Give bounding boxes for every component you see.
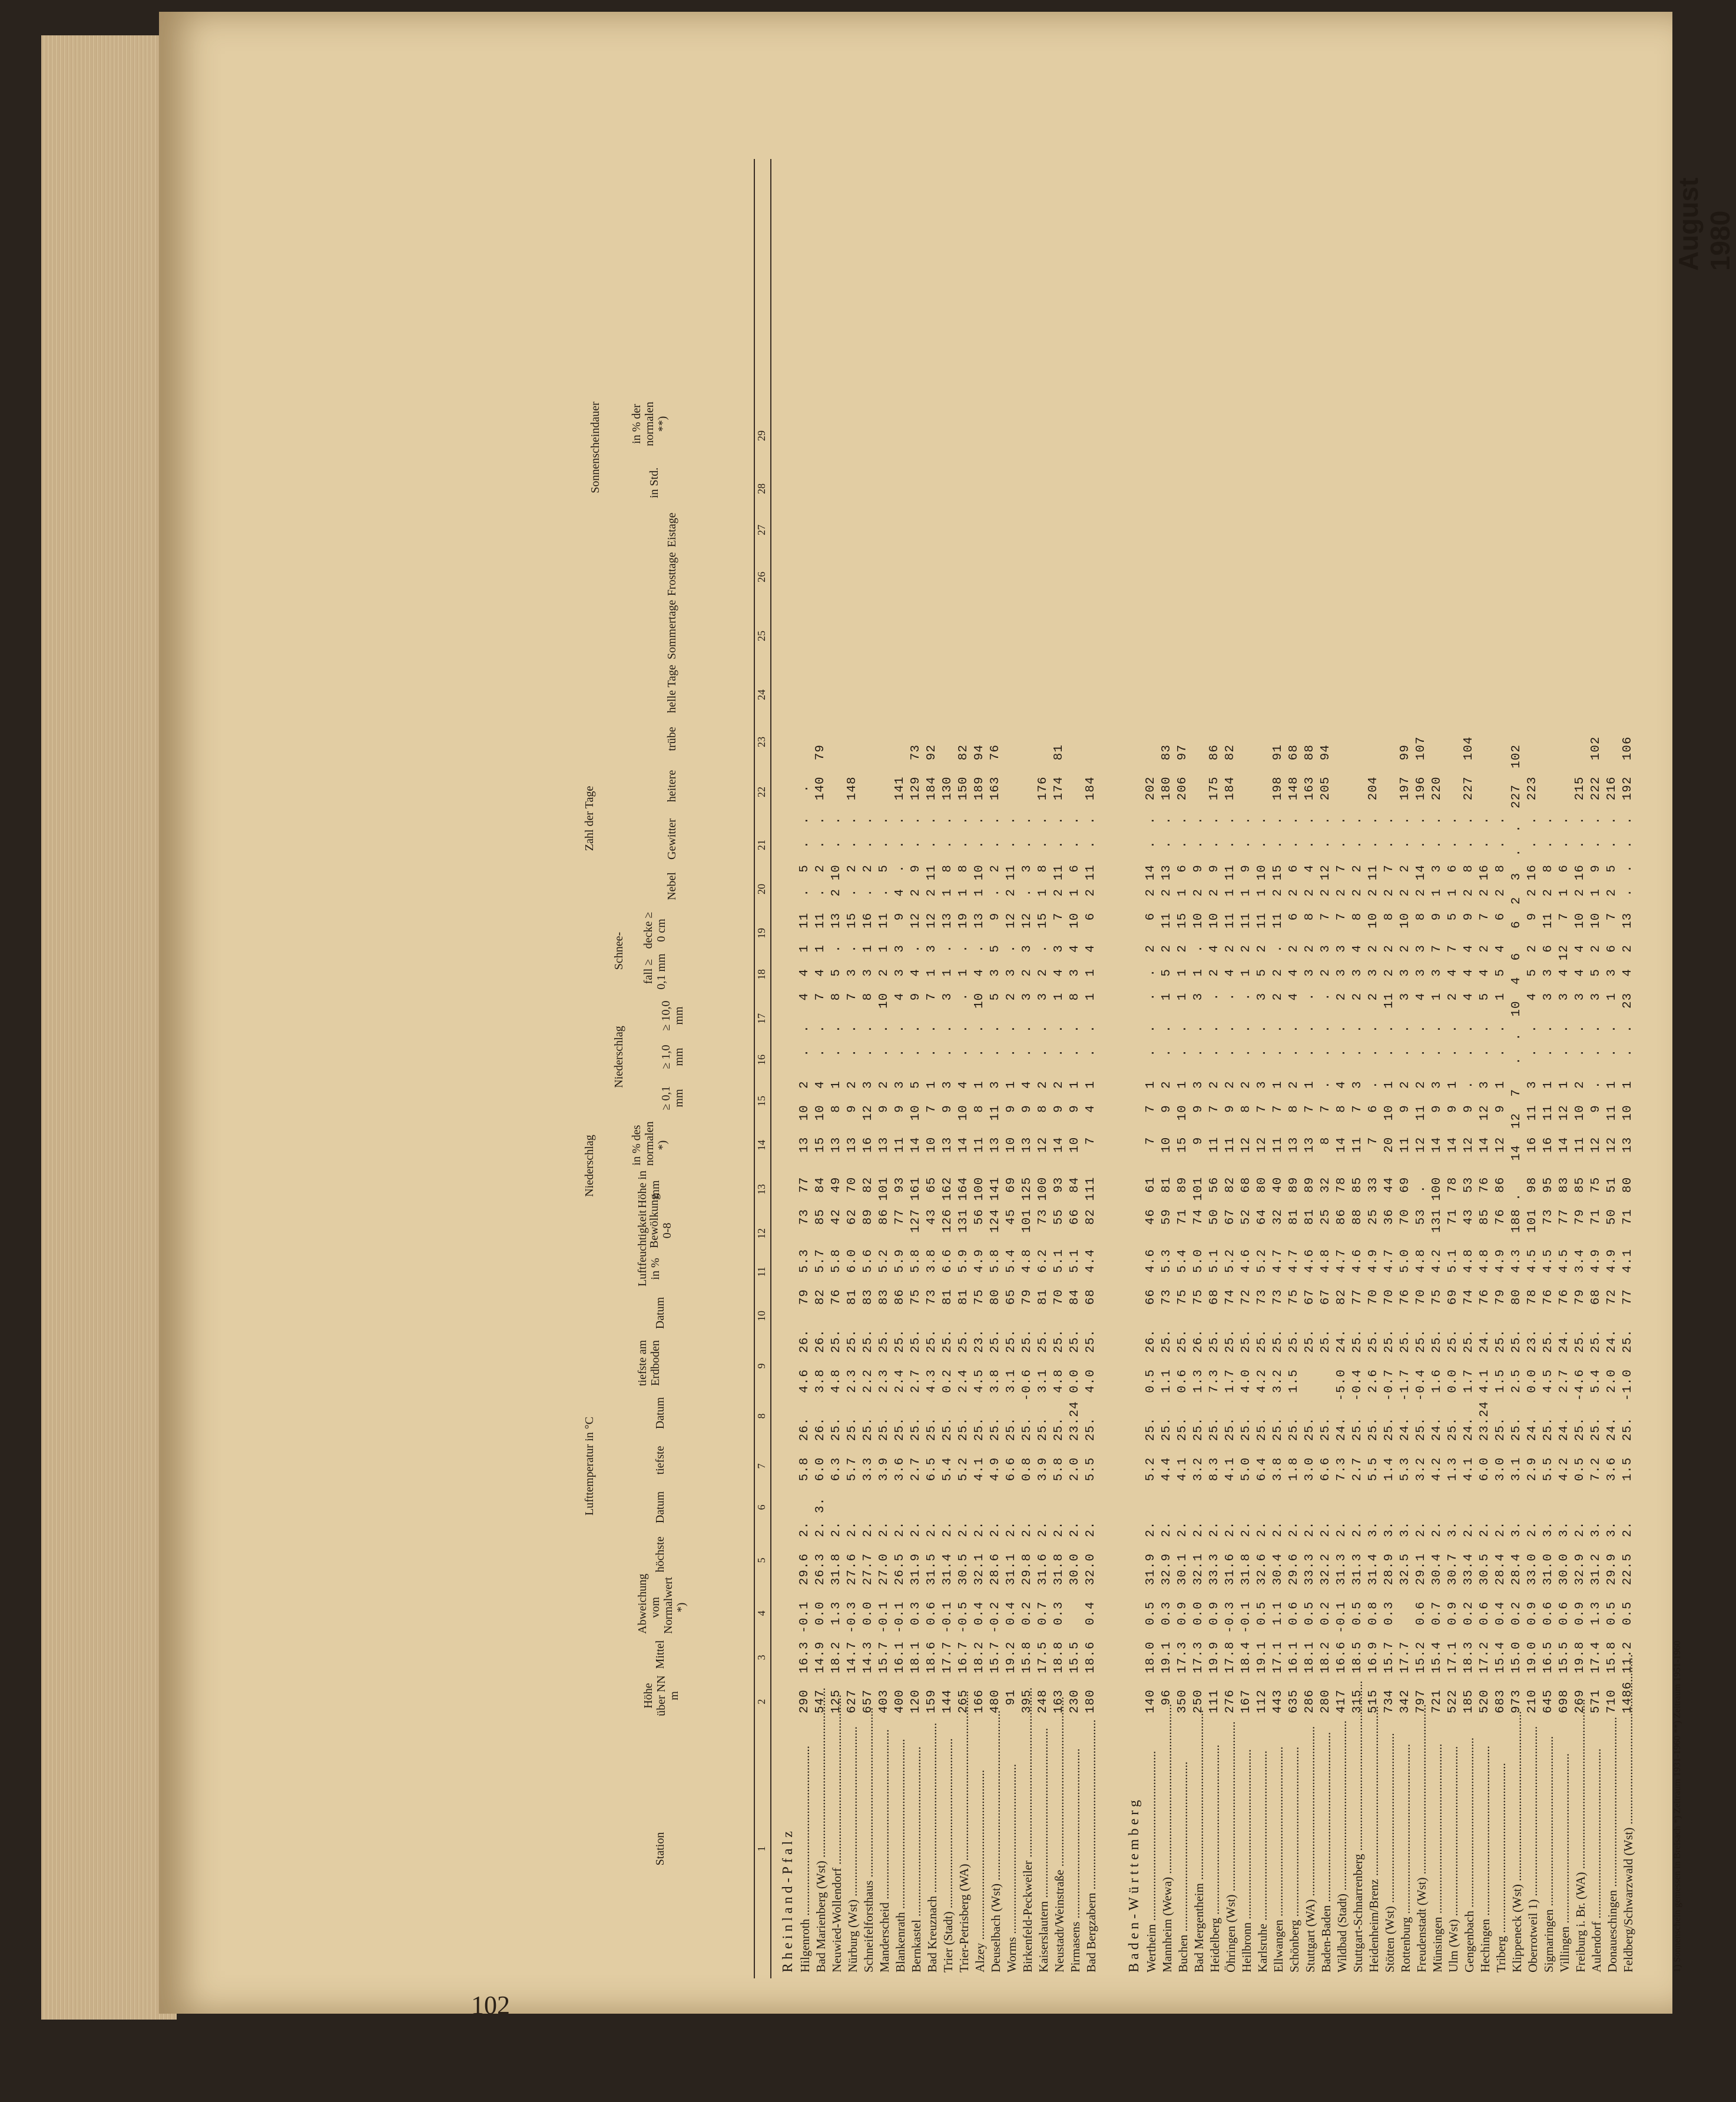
table-row bbox=[1021, 159, 1033, 1978]
book-page-edges bbox=[41, 35, 177, 2020]
table-row bbox=[1558, 159, 1570, 1978]
station-values: 163 18.8 0.3 31.8 2. 5.8 25. 4.8 25. 70 5.1 55 93 14 9 2 . . 1 4 3 7 2 11 . . 174 81 bbox=[1052, 744, 1066, 1713]
column-number: 4 bbox=[756, 1610, 767, 1616]
station-name: Stötten (Wst) ..... bbox=[1383, 1725, 1397, 1972]
header-mittel: Mittel bbox=[654, 1640, 667, 1669]
header-niederschlag: Niederschlag bbox=[583, 1135, 596, 1197]
station-name: Donaueschingen ..... bbox=[1605, 1725, 1620, 1972]
station-name: Pirmasens ..... bbox=[1068, 1725, 1083, 1972]
header-nebel: Nebel bbox=[665, 872, 678, 900]
station-name: Manderscheid ..... bbox=[877, 1725, 892, 1972]
station-values: 91 19.2 0.4 31.1 2. 6.6 25. 3.1 25. 65 5.4 45 69 10 9 1 . . 2 3 . 12 2 11 . . bbox=[1005, 816, 1018, 1713]
station-name: Trier-Petrisberg (WA) ..... bbox=[957, 1725, 972, 1972]
station-values: 350 17.3 0.9 30.1 2. 4.1 25. 0.6 25. 75 5.4 71 89 15 10 1 . . 1 1 2 15 1 6 . . 206 97 bbox=[1176, 744, 1190, 1713]
column-numbers bbox=[754, 159, 771, 1978]
table-row bbox=[1383, 159, 1395, 1978]
header-hoechste: höchste bbox=[654, 1536, 667, 1573]
station-values: 721 15.4 0.7 30.4 2. 4.2 24. 1.6 25. 75 4.2 131 100 14 9 3 . . 1 3 7 9 1 3 . . 220 bbox=[1430, 776, 1444, 1713]
table-row bbox=[814, 159, 826, 1978]
station-name: Ulm (Wst) ..... bbox=[1446, 1725, 1461, 1972]
station-values: 522 17.1 0.9 30.7 3. 1.3 25. 0.0 25. 69 5.1 71 78 14 9 1 . . 2 4 7 5 1 6 . . bbox=[1446, 816, 1460, 1713]
station-name: Feldberg/Schwarzwald (Wst) ..... bbox=[1621, 1725, 1636, 1972]
station-values: 230 15.5 30.0 2. 2.0 23.24 0.0 25. 84 5.1 66 84 10 9 1 . . 8 3 4 10 1 6 . . bbox=[1068, 816, 1082, 1713]
station-name: Blankenrath ..... bbox=[893, 1725, 908, 1972]
table-row bbox=[798, 159, 810, 1978]
station-values: 159 18.6 0.6 31.5 2. 6.5 25. 4.3 25. 73 3.8 43 65 10 7 1 . . 7 1 3 12 2 11 . . 184 92 bbox=[925, 744, 939, 1713]
station-values: 635 16.1 0.6 29.6 2. 1.8 25. 1.5 25. 75 4.7 81 89 13 8 2 . . 4 4 2 6 2 6 . . 148 68 bbox=[1287, 744, 1301, 1713]
station-values: 342 17.7 32.5 3. 5.3 24. -1.7 25. 76 5.0 70 69 11 9 2 . . 3 3 2 10 2 2 . . 197 99 bbox=[1399, 744, 1412, 1713]
header-gewitter: Gewitter bbox=[665, 818, 678, 860]
table-row bbox=[1224, 159, 1236, 1978]
column-number: 7 bbox=[756, 1463, 767, 1469]
table-row bbox=[1068, 159, 1081, 1978]
table-row bbox=[1303, 159, 1316, 1978]
table-row bbox=[877, 159, 890, 1978]
station-values: 480 15.7 -0.2 28.6 2. 4.9 25. 3.8 25. 80 5.8 124 141 13 11 3 . . 5 3 5 9 . 2 . . 163 76 bbox=[989, 744, 1002, 1713]
table-row bbox=[1621, 159, 1634, 1978]
header-lufttemperatur: Lufttemperatur in °C bbox=[583, 1417, 596, 1516]
station-values: 250 17.3 0.0 32.1 2. 3.2 25. 1.3 26. 75 5.0 74 101 9 9 3 . . 3 1 . 10 2 9 . . bbox=[1192, 816, 1205, 1713]
header-sonne-std: in Std. bbox=[648, 467, 661, 499]
table-row bbox=[1399, 159, 1411, 1978]
table-row bbox=[1240, 159, 1252, 1978]
table-row bbox=[1176, 159, 1188, 1978]
table-row bbox=[1160, 159, 1172, 1978]
table-row bbox=[1271, 159, 1284, 1978]
page-number: 102 bbox=[471, 1991, 510, 2020]
station-name: Hilgenroth ..... bbox=[798, 1725, 813, 1972]
table-row bbox=[925, 159, 937, 1978]
month-title: August 1980 bbox=[1673, 177, 1735, 271]
header-schneefall: fall ≥ 0,1 mm bbox=[642, 953, 668, 990]
column-number: 24 bbox=[756, 689, 767, 700]
station-name: Heilbronn ..... bbox=[1240, 1725, 1254, 1972]
station-values: 403 15.7 -0.1 27.0 2. 3.9 25. 2.3 25. 83 5.2 86 101 13 9 2 . . 10 2 1 11 . 5 . . bbox=[877, 816, 891, 1713]
column-number: 29 bbox=[756, 430, 767, 441]
header-abweichung: Abweichung vom Normalwert *) bbox=[636, 1573, 688, 1634]
station-values: 710 15.8 0.5 29.9 3. 3.6 24. 2.0 24. 72 4.9 50 51 12 11 1 . . 1 3 6 7 2 5 . . 216 bbox=[1605, 776, 1619, 1713]
climate-table bbox=[577, 159, 1690, 1978]
header-luftfeuchtigkeit: Luftfeuchtigkeit in % bbox=[636, 1210, 662, 1287]
table-row bbox=[1573, 159, 1586, 1978]
station-name: Ellwangen ..... bbox=[1271, 1725, 1286, 1972]
station-name: Triberg ..... bbox=[1494, 1725, 1509, 1972]
table-row bbox=[846, 159, 858, 1978]
table-row bbox=[1335, 159, 1347, 1978]
station-name: Aulendorf ..... bbox=[1589, 1725, 1604, 1972]
station-values: 120 18.1 0.3 31.9 2. 2.7 25. 2.7 25. 75 5.8 127 161 14 10 5 . . 9 4 . 12 2 9 . . 129 73 bbox=[909, 744, 923, 1713]
station-name: Mannheim (Wewa) ..... bbox=[1160, 1725, 1175, 1972]
station-values: 395 15.8 0.2 29.8 2. 0.8 25. -0.6 25. 79 4.8 101 125 13 9 4 . . 3 2 3 12 . 3 . . bbox=[1021, 816, 1034, 1713]
station-values: 112 19.1 0.5 32.6 2. 6.4 25. 4.2 25. 73 5.2 64 80 12 7 3 . . 3 5 2 11 1 10 . . bbox=[1255, 816, 1269, 1713]
station-values: 111 19.9 0.9 33.3 2. 8.3 25. 7.3 25. 68 5.1 50 56 11 7 2 . . . 2 4 10 2 9 . . 175 86 bbox=[1208, 744, 1221, 1713]
table-row bbox=[1287, 159, 1300, 1978]
station-values: 657 14.3 0.0 27.7 2. 3.3 25. 2.2 25. 83 5.6 89 82 16 12 3 . . 8 3 1 16 . 2 . . bbox=[862, 816, 875, 1713]
station-values: 443 17.1 1.1 30.4 2. 3.8 25. 3.2 25. 73 4.7 32 40 11 7 1 . . 2 2 . 11 2 15 . . 198 91 bbox=[1271, 744, 1285, 1713]
station-name: Oberrotweil 1) ..... bbox=[1526, 1725, 1540, 1972]
station-values: 125 18.2 1.3 31.8 2. 6.3 25. 4.8 25. 76 5.8 42 49 13 8 1 . . 8 5 . 13 2 10 . . bbox=[830, 816, 843, 1713]
column-number: 26 bbox=[756, 572, 767, 582]
station-values: 515 16.9 0.8 31.4 3. 5.5 25. 2.6 25. 70 4.9 25 33 7 6 . . . 2 3 2 10 2 11 . . 204 bbox=[1367, 776, 1380, 1713]
header-sonne-prozent: in % der normalen **) bbox=[630, 402, 669, 446]
station-name: Bad Marienberg (Wst) ..... bbox=[814, 1725, 829, 1972]
station-name: Münsingen ..... bbox=[1430, 1725, 1445, 1972]
header-schneedecke: decke ≥ 0 cm bbox=[642, 911, 668, 949]
table-row bbox=[1589, 159, 1602, 1978]
region-heading: Baden-Württemberg bbox=[1127, 1796, 1142, 1972]
header-hoehe: Höhe über NN m bbox=[642, 1675, 681, 1716]
table-row bbox=[1510, 159, 1522, 1978]
table-row bbox=[1144, 159, 1157, 1978]
column-number: 16 bbox=[756, 1055, 767, 1065]
station-name: Neustadt/Weinstraße ..... bbox=[1052, 1725, 1067, 1972]
station-name: Gengenbach ..... bbox=[1462, 1725, 1477, 1972]
table-row bbox=[1430, 159, 1443, 1978]
header-heitere: heitere bbox=[665, 770, 678, 803]
station-name: Bad Bergzabern ..... bbox=[1084, 1725, 1099, 1972]
column-number: 15 bbox=[756, 1096, 767, 1106]
column-number: 13 bbox=[756, 1184, 767, 1195]
station-values: 280 18.2 0.2 32.2 2. 6.6 25. 25. 67 4.8 25 32 8 7 . . . . 2 3 7 2 12 . . 205 94 bbox=[1319, 744, 1333, 1713]
station-name: Heidenheim/Brenz ..... bbox=[1367, 1725, 1381, 1972]
station-values: 290 16.3 -0.1 29.6 2. 5.8 26. 4.6 26. 79 5.3 73 77 13 10 2 . . 4 4 1 11 . 5 . . . bbox=[798, 784, 811, 1713]
station-values: 276 17.8 -0.3 31.6 2. 4.1 25. 1.7 25. 74 5.2 67 82 11 9 2 . . . 4 2 11 1 11 . . 184 82 bbox=[1224, 744, 1237, 1713]
column-number: 27 bbox=[756, 525, 767, 535]
station-name: Villingen ..... bbox=[1558, 1725, 1572, 1972]
column-number: 2 bbox=[756, 1699, 767, 1705]
station-values: 627 14.7 -0.3 27.6 2. 5.7 25. 2.3 25. 81 6.0 62 70 13 9 2 . . 7 3 . 15 . 2 . . 148 bbox=[846, 776, 859, 1713]
station-name: Karlsruhe ..... bbox=[1255, 1725, 1270, 1972]
station-values: 166 18.2 0.4 32.1 2. 4.1 25. 4.5 23. 75 4.9 56 100 11 8 1 . . 10 4 . 13 1 10 . . 189 94 bbox=[973, 744, 986, 1713]
header-frosttage: Frosttage bbox=[665, 552, 678, 596]
table-row bbox=[1208, 159, 1220, 1978]
column-number: 18 bbox=[756, 969, 767, 980]
station-name: Wildbad (Stadt) ..... bbox=[1335, 1725, 1350, 1972]
table-row bbox=[1494, 159, 1506, 1978]
header-datum-1: Datum bbox=[654, 1491, 667, 1524]
header-ns01: ≥ 0,1 mm bbox=[660, 1086, 685, 1110]
table-row bbox=[1414, 159, 1427, 1978]
station-name: Freiburg i. Br. (WA) ..... bbox=[1573, 1725, 1588, 1972]
table-row bbox=[1084, 159, 1096, 1978]
station-name: Heidelberg ..... bbox=[1208, 1725, 1223, 1972]
station-name: Schneifelforsthaus ..... bbox=[862, 1725, 876, 1972]
column-number: 5 bbox=[756, 1557, 767, 1563]
table-row bbox=[989, 159, 1001, 1978]
station-name: Klippeneck (Wst) ..... bbox=[1510, 1725, 1525, 1972]
table-row bbox=[1319, 159, 1331, 1978]
header-datum-3: Datum bbox=[654, 1297, 667, 1330]
station-name: Trier (Stadt) ..... bbox=[941, 1725, 956, 1972]
station-values: 269 19.8 0.9 32.9 2. 0.5 25. -4.6 25. 79 3.4 79 85 11 10 2 . . 3 4 4 10 2 16 . . 215 bbox=[1573, 776, 1587, 1713]
station-name: Bad Kreuznach ..... bbox=[925, 1725, 940, 1972]
station-name: Schönberg ..... bbox=[1287, 1725, 1302, 1972]
station-name: Stuttgart-Schnarrenberg ..... bbox=[1351, 1725, 1366, 1972]
column-number: 6 bbox=[756, 1504, 767, 1510]
station-values: 797 15.2 0.6 29.1 2. 3.2 25. -0.4 25. 70 4.8 53 . 12 11 2 . . 4 3 3 8 2 14 . . 196 107 bbox=[1414, 736, 1428, 1713]
header-truebe: trübe bbox=[665, 727, 678, 751]
header-sommertage: Sommertage bbox=[665, 599, 678, 659]
station-values: 698 15.5 0.6 30.0 3. 4.2 24. 2.7 24. 76 4.5 77 83 14 12 1 . . 3 4 12 7 1 6 . . bbox=[1558, 816, 1571, 1713]
station-values: 973 15.0 0.2 28.4 3. 3.1 25. 2.5 25. 80 4.3 188 . 14 12 7 . . 10 4 6 6 2 3 . . 227 102 bbox=[1510, 744, 1523, 1713]
table-row bbox=[1255, 159, 1268, 1978]
station-name: Sigmaringen ..... bbox=[1542, 1725, 1556, 1972]
footnote: 1) Sonnenschein gemessen in Breisach *) Zeitraum 1931-1960 **) Zeitraum 1951-1960 bbox=[1672, 1640, 1682, 1972]
station-name: Buchen ..... bbox=[1176, 1725, 1191, 1972]
column-number: 10 bbox=[756, 1311, 767, 1321]
table-row bbox=[1542, 159, 1554, 1978]
column-number: 9 bbox=[756, 1363, 767, 1369]
region-heading: Rheinland-Pfalz bbox=[780, 1828, 796, 1972]
header-tiefste-erdboden: tiefste am Erdboden bbox=[636, 1340, 662, 1387]
station-name: Birkenfeld-Peckweiler ..... bbox=[1021, 1725, 1035, 1972]
header-ns10: ≥ 10,0 mm bbox=[660, 1000, 685, 1031]
column-number: 17 bbox=[756, 1013, 767, 1024]
station-name: Stuttgart (WA) ..... bbox=[1303, 1725, 1318, 1972]
table-row bbox=[1351, 159, 1363, 1978]
header-bewoelkung: Bewölkung 0-8 bbox=[648, 1193, 674, 1248]
station-values: 571 17.4 1.3 31.2 3. 7.2 25. 5.4 25. 68 4.9 71 75 12 9 . . . 3 5 2 10 1 9 . . 222 102 bbox=[1589, 736, 1603, 1713]
station-values: 520 17.2 0.6 30.5 2. 6.0 23.24 4.1 24. 76 4.8 85 76 14 12 3 . . 5 4 2 7 2 16 . . bbox=[1478, 816, 1492, 1713]
header-station: Station bbox=[654, 1832, 667, 1866]
column-number: 20 bbox=[756, 884, 767, 894]
column-number: 14 bbox=[756, 1140, 767, 1151]
table-row bbox=[1605, 159, 1618, 1978]
station-name: Worms ..... bbox=[1005, 1725, 1019, 1972]
table-row bbox=[1052, 159, 1065, 1978]
column-number: 3 bbox=[756, 1655, 767, 1660]
station-values: 96 19.1 0.3 32.9 2. 4.4 25. 1.1 25. 73 5.3 59 81 10 9 2 . . 1 5 2 11 2 13 . . 180 83 bbox=[1160, 744, 1174, 1713]
column-number: 1 bbox=[756, 1846, 767, 1852]
station-name: Alzey ..... bbox=[973, 1725, 988, 1972]
station-values: 265 16.7 -0.5 30.5 2. 5.2 25. 2.4 25. 81 5.9 131 164 14 10 4 . . . 1 . 19 1 8 . . 150 82 bbox=[957, 744, 970, 1713]
station-values: 167 18.4 -0.1 31.8 2. 5.0 25. 4.0 25. 72 4.6 52 68 12 8 2 . . . 1 2 11 1 9 . . bbox=[1240, 816, 1253, 1713]
station-name: Kaiserslautern ..... bbox=[1036, 1725, 1051, 1972]
station-values: 683 15.4 0.4 28.4 2. 3.0 25. 1.5 25. 79 4.9 76 86 12 9 1 . . 1 5 4 6 2 8 . . bbox=[1494, 816, 1508, 1713]
station-values: 417 16.6 -0.1 31.3 2. 7.3 24. -5.0 24. 82 4.7 86 78 14 8 4 . . 2 3 3 7 2 7 . . bbox=[1335, 816, 1349, 1713]
station-values: 140 18.0 0.5 31.9 2. 5.2 25. 0.5 26. 66 4.6 46 61 7 7 1 . . . . 2 6 2 14 . . 202 bbox=[1144, 776, 1158, 1713]
header-ns-tage: Niederschlag bbox=[612, 1026, 625, 1088]
station-values: 185 18.3 0.2 33.4 2. 4.1 24. 1.7 25. 74 4.8 43 53 12 9 . . . 4 4 4 9 2 8 . . 227 104 bbox=[1462, 736, 1476, 1713]
station-name: Neuwied-Wollendorf ..... bbox=[830, 1725, 844, 1972]
table-row bbox=[909, 159, 922, 1978]
table-row bbox=[830, 159, 842, 1978]
header-ns-hoehe: Höhe in mm bbox=[636, 1171, 662, 1208]
station-values: 286 18.1 0.5 33.3 2. 3.0 25. 25. 67 4.6 81 89 13 7 1 . . . 3 2 8 2 4 . . 163 88 bbox=[1303, 744, 1317, 1713]
column-number: 25 bbox=[756, 631, 767, 641]
station-values: 210 19.0 0.9 33.0 2. 2.9 24. 0.0 23. 78 4.5 101 98 16 11 3 . . 4 5 2 9 2 16 . . 223 bbox=[1526, 776, 1539, 1713]
column-number: 19 bbox=[756, 928, 767, 939]
table-row bbox=[1446, 159, 1459, 1978]
column-number: 11 bbox=[756, 1266, 767, 1277]
column-number: 22 bbox=[756, 787, 767, 797]
header-ns1: ≥ 1,0 mm bbox=[660, 1045, 685, 1069]
header-sonnenschein: Sonnenscheindauer bbox=[589, 402, 602, 493]
table-row bbox=[973, 159, 985, 1978]
table-row bbox=[1478, 159, 1490, 1978]
station-values: 400 16.1 -0.1 26.5 2. 3.6 25. 2.4 25. 86 5.9 77 93 11 9 3 . . 4 3 3 9 4 . . . 141 bbox=[893, 776, 907, 1713]
table-row bbox=[893, 159, 906, 1978]
column-number: 12 bbox=[756, 1228, 767, 1239]
table-header bbox=[577, 159, 755, 1978]
table-row bbox=[1526, 159, 1538, 1978]
station-name: Freudenstadt (Wst) ..... bbox=[1414, 1725, 1429, 1972]
station-name: Öhringen (Wst) ..... bbox=[1224, 1725, 1238, 1972]
header-schnee: Schnee- bbox=[612, 931, 625, 970]
station-values: 1486 11.2 0.5 22.5 2. 1.5 25. -1.0 25. 77 4.1 71 80 13 10 1 . . 23 4 2 13 . . . . 192 106 bbox=[1621, 736, 1635, 1713]
column-number: 28 bbox=[756, 483, 767, 494]
table-row bbox=[941, 159, 953, 1978]
header-datum-2: Datum bbox=[654, 1397, 667, 1430]
column-number: 21 bbox=[756, 840, 767, 850]
station-name: Baden-Baden ..... bbox=[1319, 1725, 1334, 1972]
header-tiefste: tiefste bbox=[654, 1445, 667, 1475]
station-values: 180 18.6 0.4 32.0 2. 5.5 25. 4.0 25. 68 4.4 82 111 7 4 1 . . 1 1 4 6 2 11 . . 184 bbox=[1084, 776, 1098, 1713]
column-number: 23 bbox=[756, 737, 767, 747]
table-row bbox=[1367, 159, 1379, 1978]
table-row bbox=[1036, 159, 1049, 1978]
station-name: Nürburg (Wst) ..... bbox=[846, 1725, 860, 1972]
header-zahl-der-tage: Zahl der Tage bbox=[583, 785, 596, 851]
station-name: Hechingen ..... bbox=[1478, 1725, 1493, 1972]
station-name: Bernkastel ..... bbox=[909, 1725, 924, 1972]
station-values: 734 15.7 0.3 28.9 3. 1.4 25. -0.7 25. 70 4.7 36 44 20 10 1 . . 11 2 2 8 2 7 . . bbox=[1383, 816, 1396, 1713]
header-eistage: Eistage bbox=[665, 512, 678, 548]
table-row bbox=[957, 159, 969, 1978]
station-values: 645 16.5 0.6 31.0 3. 5.5 25. 4.5 25. 76 4.5 73 95 16 11 1 . . 3 3 6 11 2 8 . . bbox=[1542, 816, 1555, 1713]
station-name: Deuselbach (Wst) ..... bbox=[989, 1725, 1003, 1972]
station-name: Bad Mergentheim ..... bbox=[1192, 1725, 1207, 1972]
station-values: 547 14.9 0.0 26.3 2. 3. 6.0 26. 3.8 26. 82 5.7 85 84 15 10 4 . . 7 4 1 11 . 2 . . 140 79 bbox=[814, 744, 827, 1713]
table-row bbox=[1192, 159, 1204, 1978]
station-values: 144 17.7 -0.1 31.4 2. 5.4 25. 0.2 25. 81 6.6 126 162 13 9 3 . . 3 1 . 13 1 8 . . 130 bbox=[941, 776, 955, 1713]
table-row bbox=[1462, 159, 1475, 1978]
header-helle: helle Tage bbox=[665, 664, 678, 714]
station-name: Rottenburg ..... bbox=[1399, 1725, 1413, 1972]
station-name: Wertheim ..... bbox=[1144, 1725, 1159, 1972]
station-values: 315 18.5 0.5 31.3 2. 2.7 25. -0.4 25. 77 4.6 88 85 11 7 3 . . 2 3 4 8 2 2 . . bbox=[1351, 816, 1364, 1713]
table-row bbox=[1005, 159, 1017, 1978]
station-values: 248 17.5 0.7 31.6 2. 3.9 25. 3.1 25. 81 6.2 73 100 12 8 2 . . 3 2 . 15 1 8 . . 176 bbox=[1036, 776, 1050, 1713]
table-row bbox=[862, 159, 874, 1978]
header-ns-prozent: in % des normalen *) bbox=[630, 1121, 669, 1166]
column-number: 8 bbox=[756, 1413, 767, 1419]
